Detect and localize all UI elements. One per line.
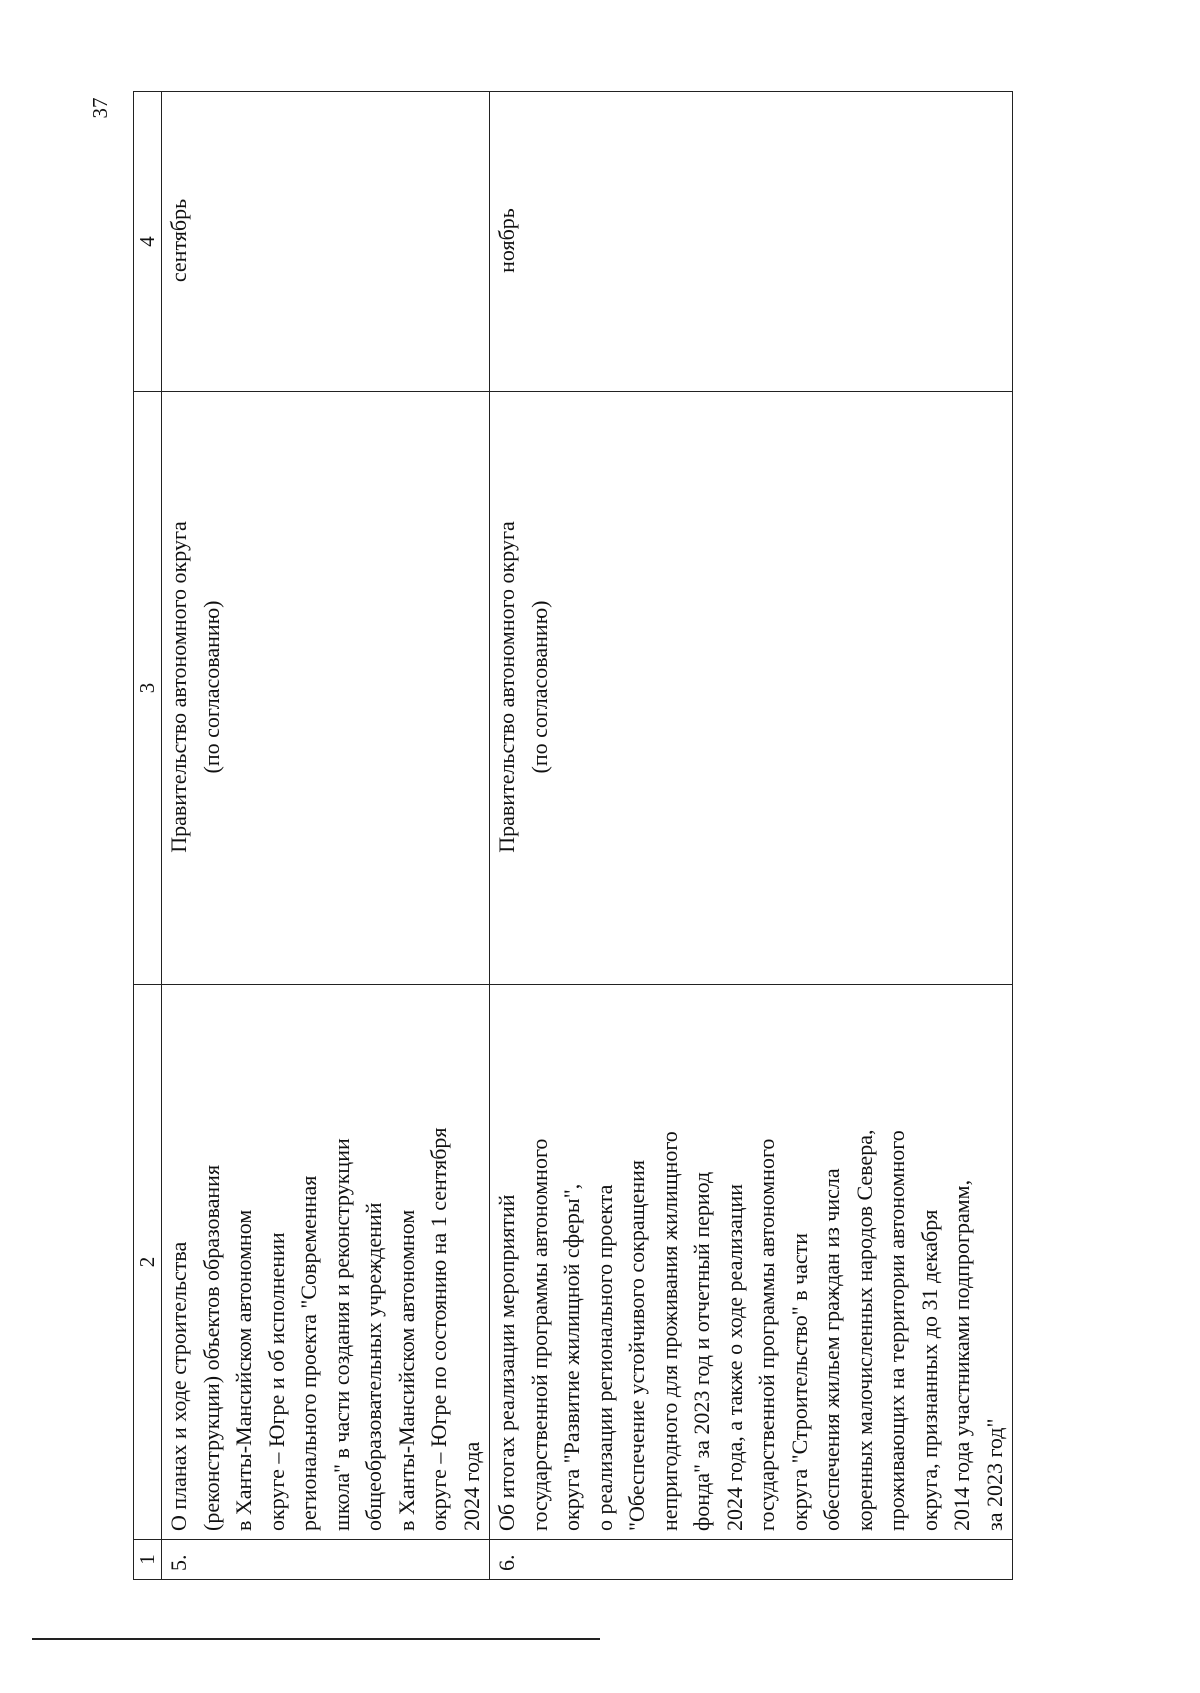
responsible-line: (по согласованию) [198,600,224,774]
description-line: фонда" за 2023 год и отчетный период [689,1171,714,1531]
description-line: проживающих на территории автономного [884,1130,909,1531]
description-line: округа, признанных до 31 декабря [916,1209,942,1531]
description-line: школа" в части создания и реконструкции [328,1138,354,1531]
row-number: 5. [162,1540,490,1580]
description-line: 2014 года участниками подпрограмм, [949,1179,974,1531]
description-line: регионального проекта "Современная [296,1175,321,1531]
row-date: ноябрь [490,92,1013,392]
description-line: О планах и ходе строительства [166,1241,191,1531]
row-responsible [490,392,1013,985]
description-line: в Ханты-Мансийском автономном [231,1209,256,1531]
description-line: общеобразовательных учреждений [361,1202,386,1531]
description-line: непригодного для проживания жилищного [656,1131,682,1531]
column-header-responsible: 3 [134,392,162,985]
table-row [490,92,1013,1580]
responsible-line: Правительство автономного округа [494,521,519,853]
description-line: округе – Югре по состоянию на 1 сентября [426,1127,451,1531]
row-date: сентябрь [162,92,490,392]
responsible-line: (по согласованию) [526,600,552,774]
description-line: государственной программы автономного [754,1138,779,1531]
page-number: 37 [88,97,112,119]
description-line: "Обеспечение устойчивого сокращения [624,1160,649,1531]
description-line: государственной программы автономного [526,1138,552,1531]
column-header-number: 1 [134,1540,162,1580]
description-line: округа "Развитие жилищной сферы", [559,1183,584,1531]
description-line: 2024 года, а также о ходе реализации [721,1183,747,1531]
responsible-line: Правительство автономного округа [166,521,191,853]
row-number: 6. [490,1540,1013,1580]
column-header-topic: 2 [134,985,162,1540]
row-description [490,985,1013,1540]
description-line: обеспечения жильем граждан из числа [819,1168,844,1531]
agenda-table [133,91,1013,1580]
description-line: округе – Югре и об исполнении [263,1232,289,1531]
footer-rule [32,1638,600,1640]
row-description [162,985,490,1540]
table-row [162,92,490,1580]
description-line: 2024 года [458,1441,484,1531]
description-line: Об итогах реализации мероприятий [494,1194,519,1531]
table-header-row [134,92,162,1580]
description-line: в Ханты-Мансийском автономном [393,1209,419,1531]
description-line: коренных малочисленных народов Севера, [851,1129,877,1531]
column-header-date: 4 [134,92,162,392]
rotated-page-content [133,92,1023,1580]
description-line: о реализации регионального проекта [591,1184,617,1531]
description-line: округа "Строительство" в части [786,1232,812,1531]
row-responsible [162,392,490,985]
description-line: за 2023 год" [981,1418,1007,1531]
description-line: (реконструкции) объектов образования [198,1164,224,1531]
